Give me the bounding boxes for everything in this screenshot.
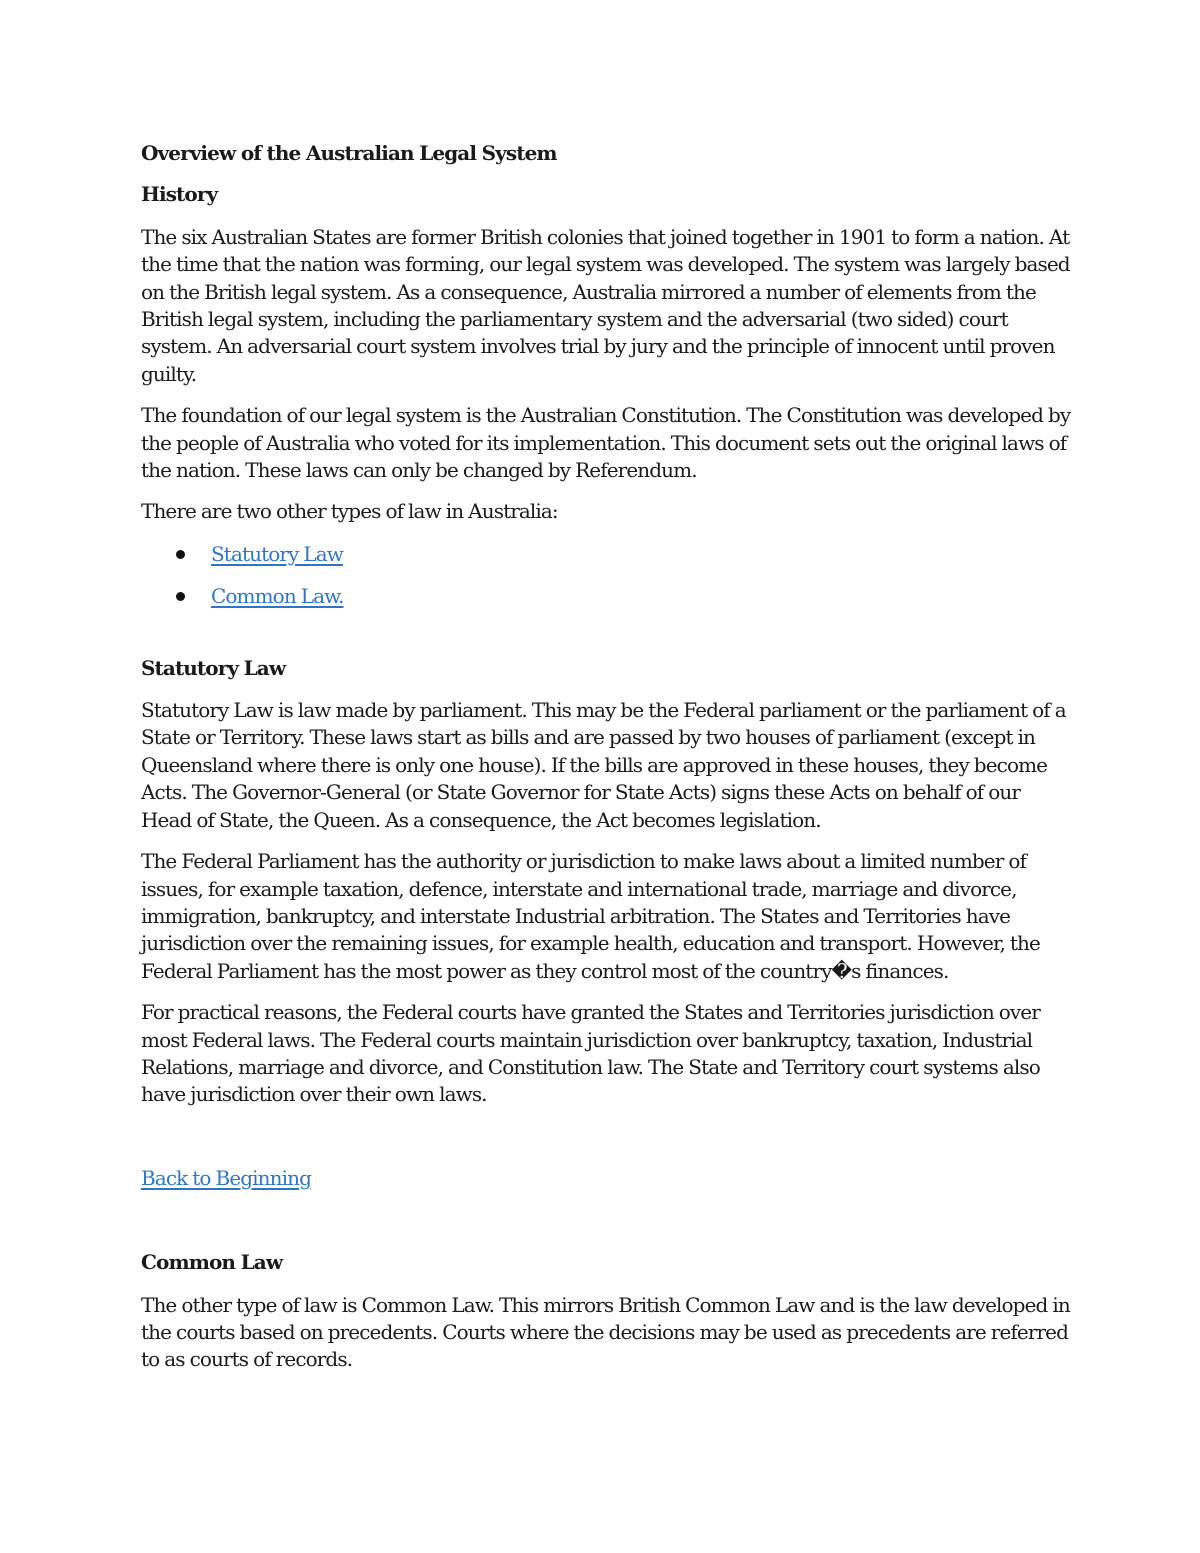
common-law-heading: Common Law (141, 1250, 283, 1275)
statutory-paragraph-2: The Federal Parliament has the authority or jurisdiction to make laws about a limited number of issues, for example taxation, defence, interstate and international trade, marriage and divorce, immigration, bankruptcy, and interstate Industrial arbitration. The States and Territories have jurisdiction over the remaining issues, for example health, education and transport. However, the Federal Parliament has the most power as they control most of the country�s finances. (141, 849, 1040, 983)
common-paragraph-1: The other type of law is Common Law. This mirrors British Common Law and is the law developed in the courts based on precedents. Courts where the decisions may be used as precedents are referred to as courts of records. (141, 1292, 1070, 1372)
statutory-paragraph-1: Statutory Law is law made by parliament. This may be the Federal parliament or the parliament of a State or Territory. These laws start as bills and are passed by two houses of parliament (except in Queensland where there is only one house). If the bills are approved in these houses, they become Acts. The Governor-General (or State Governor for State Acts) signs these Acts on behalf of our Head of State, the Queen. As a consequence, the Act becomes legislation. (141, 698, 1066, 832)
bullet-icon (176, 550, 185, 559)
common-law-link[interactable]: Common Law. (211, 584, 344, 609)
history-paragraph-2: The foundation of our legal system is the Australian Constitution. The Constitution was developed by the people of Australia who voted for its implementation. This document sets out the original laws of the nation. These laws can only be changed by Referendum. (141, 403, 1071, 483)
statutory-paragraph-3: For practical reasons, the Federal courts have granted the States and Territories jurisdiction over most Federal laws. The Federal courts maintain jurisdiction over bankruptcy, taxation, Industrial Relations, marriage and divorce, and Constitution law. The State and Territory court systems also have jurisdiction over their own laws. (141, 1000, 1040, 1107)
history-paragraph-1: The six Australian States are former British colonies that joined together in 1901 to form a nation. At the time that the nation was forming, our legal system was developed. The system was largely based on the British legal system. As a consequence, Australia mirrored a number of elements from the British legal system, including the parliamentary system and the adversarial (two sided) court system. An adversarial court system involves trial by jury and the principle of innocent until proven guilty. (141, 224, 1070, 386)
history-paragraph-3: There are two other types of law in Australia: (141, 499, 558, 524)
bullet-icon (176, 592, 185, 601)
statutory-law-link[interactable]: Statutory Law (211, 541, 343, 566)
list-item (141, 541, 1071, 568)
document-page (141, 140, 1071, 1374)
back-link-container (141, 1165, 1071, 1192)
list-item (141, 583, 1071, 610)
law-types-list (141, 541, 1071, 611)
back-to-beginning-link[interactable]: Back to Beginning (141, 1165, 312, 1190)
document-title: Overview of the Australian Legal System (141, 141, 557, 165)
statutory-law-heading: Statutory Law (141, 655, 286, 680)
history-heading: History (141, 182, 218, 207)
